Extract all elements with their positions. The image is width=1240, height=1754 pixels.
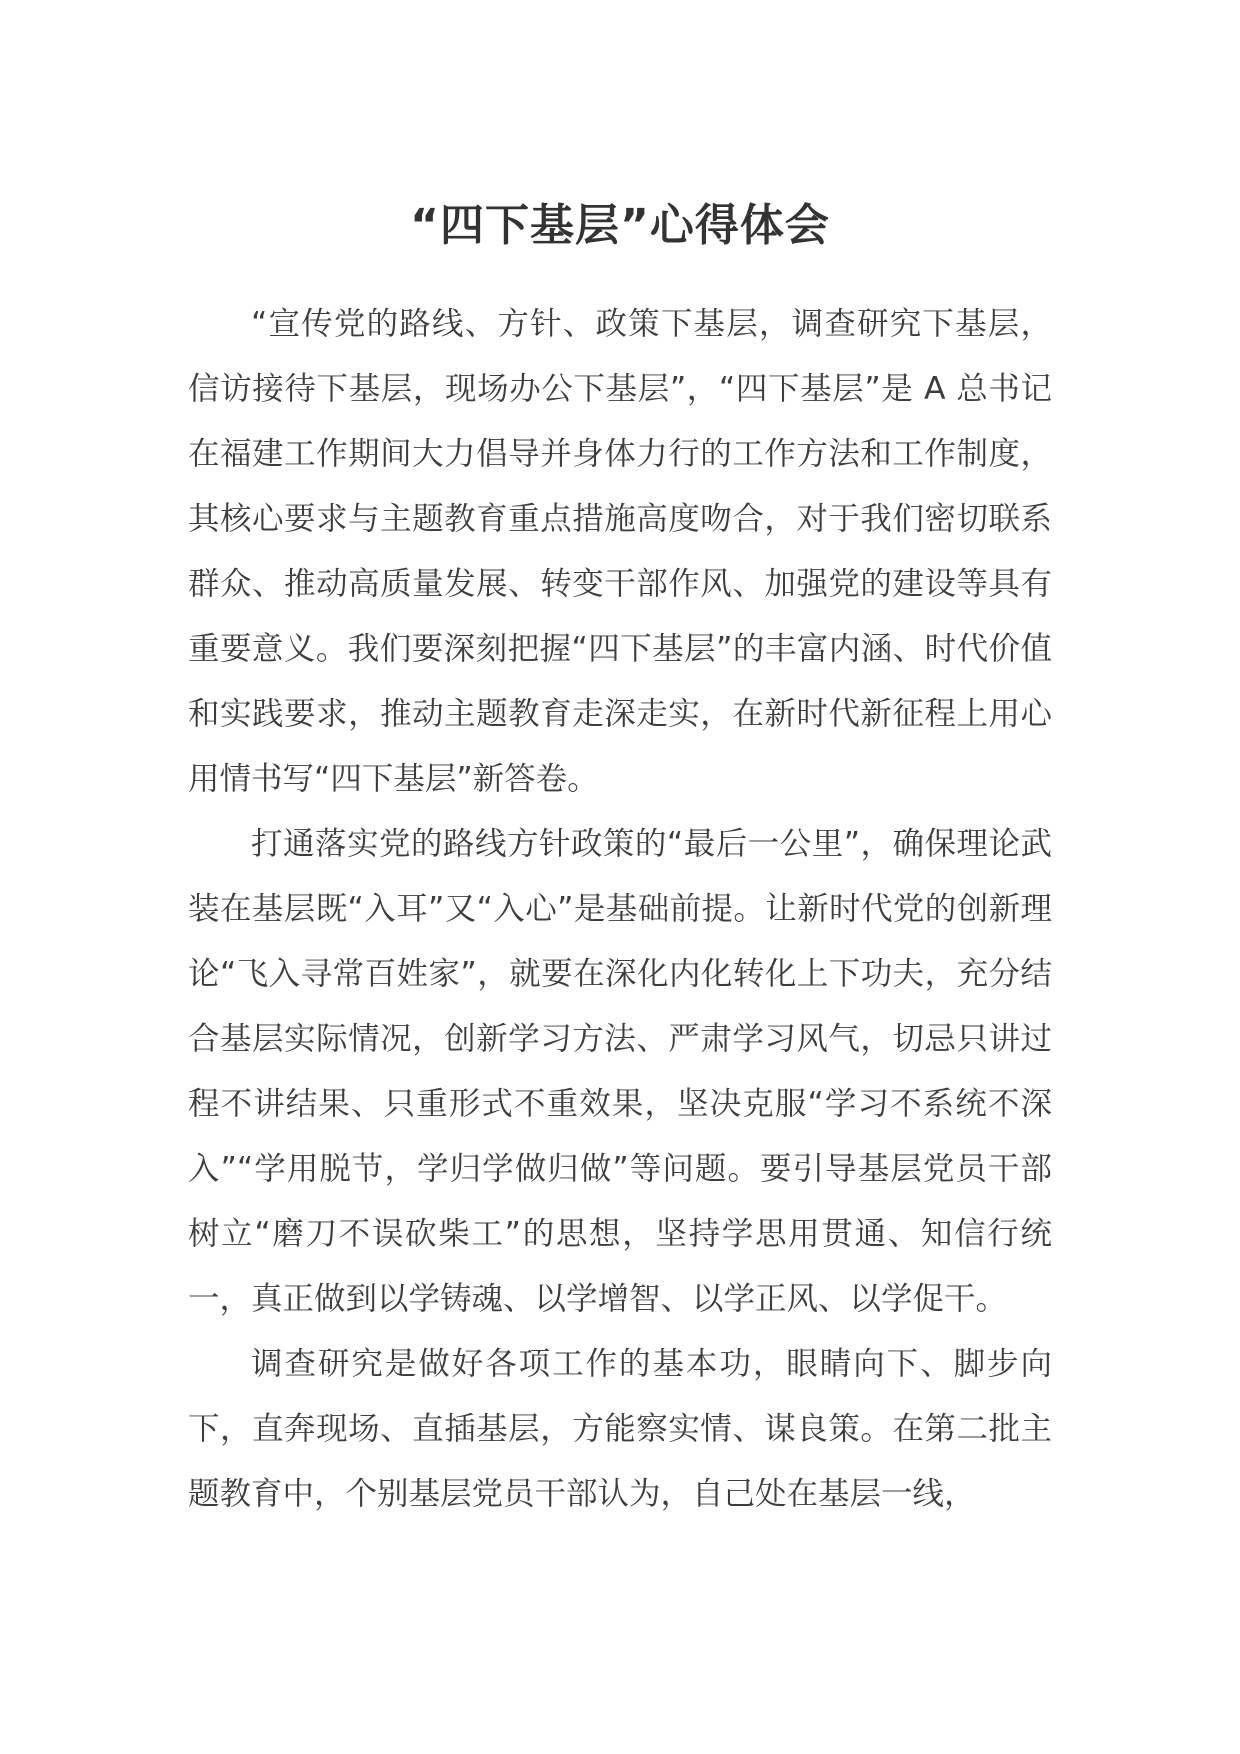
document-title: “四下基层”心得体会 [410,200,830,251]
paragraph-2: 打通落实党的路线方针政策的“最后一公里”，确保理论武装在基层既“入耳”又“入心”是基础前提。让新时代党的创新理论“飞入寻常百姓家”，就要在深化内化转化上下功夫，充分结合基层实际情况，创新学习方法、严肃学习风气，切忌只讲过程不讲结果、只重形式不重效果，坚决克服“学习不系统不深入”“学用脱节，学归学做归做”等问题。要引导基层党员干部树立“磨刀不误砍柴工”的思想，坚持学思用贯通、知信行统一，真正做到以学铸魂、以学增智、以学正风、以学促干。 [188,826,1052,1317]
paragraph-1: “宣传党的路线、方针、政策下基层，调查研究下基层，信访接待下基层，现场办公下基层”，“四下基层”是 A 总书记在福建工作期间大力倡导并身体力行的工作方法和工作制度，其核心要求与主题教育重点措施高度吻合，对于我们密切联系群众、推动高质量发展、转变干部作风、加强党的建设等具有重要意义。我们要深刻把握“四下基层”的丰富内涵、时代价值和实践要求，推动主题教育走深走实，在新时代新征程上用心用情书写“四下基层”新答卷。 [188,306,1052,797]
document-body [188,292,1052,1527]
paragraph-3: 调查研究是做好各项工作的基本功，眼睛向下、脚步向下，直奔现场、直插基层，方能察实情、谋良策。在第二批主题教育中，个别基层党员干部认为，自己处在基层一线， [188,1346,1052,1512]
